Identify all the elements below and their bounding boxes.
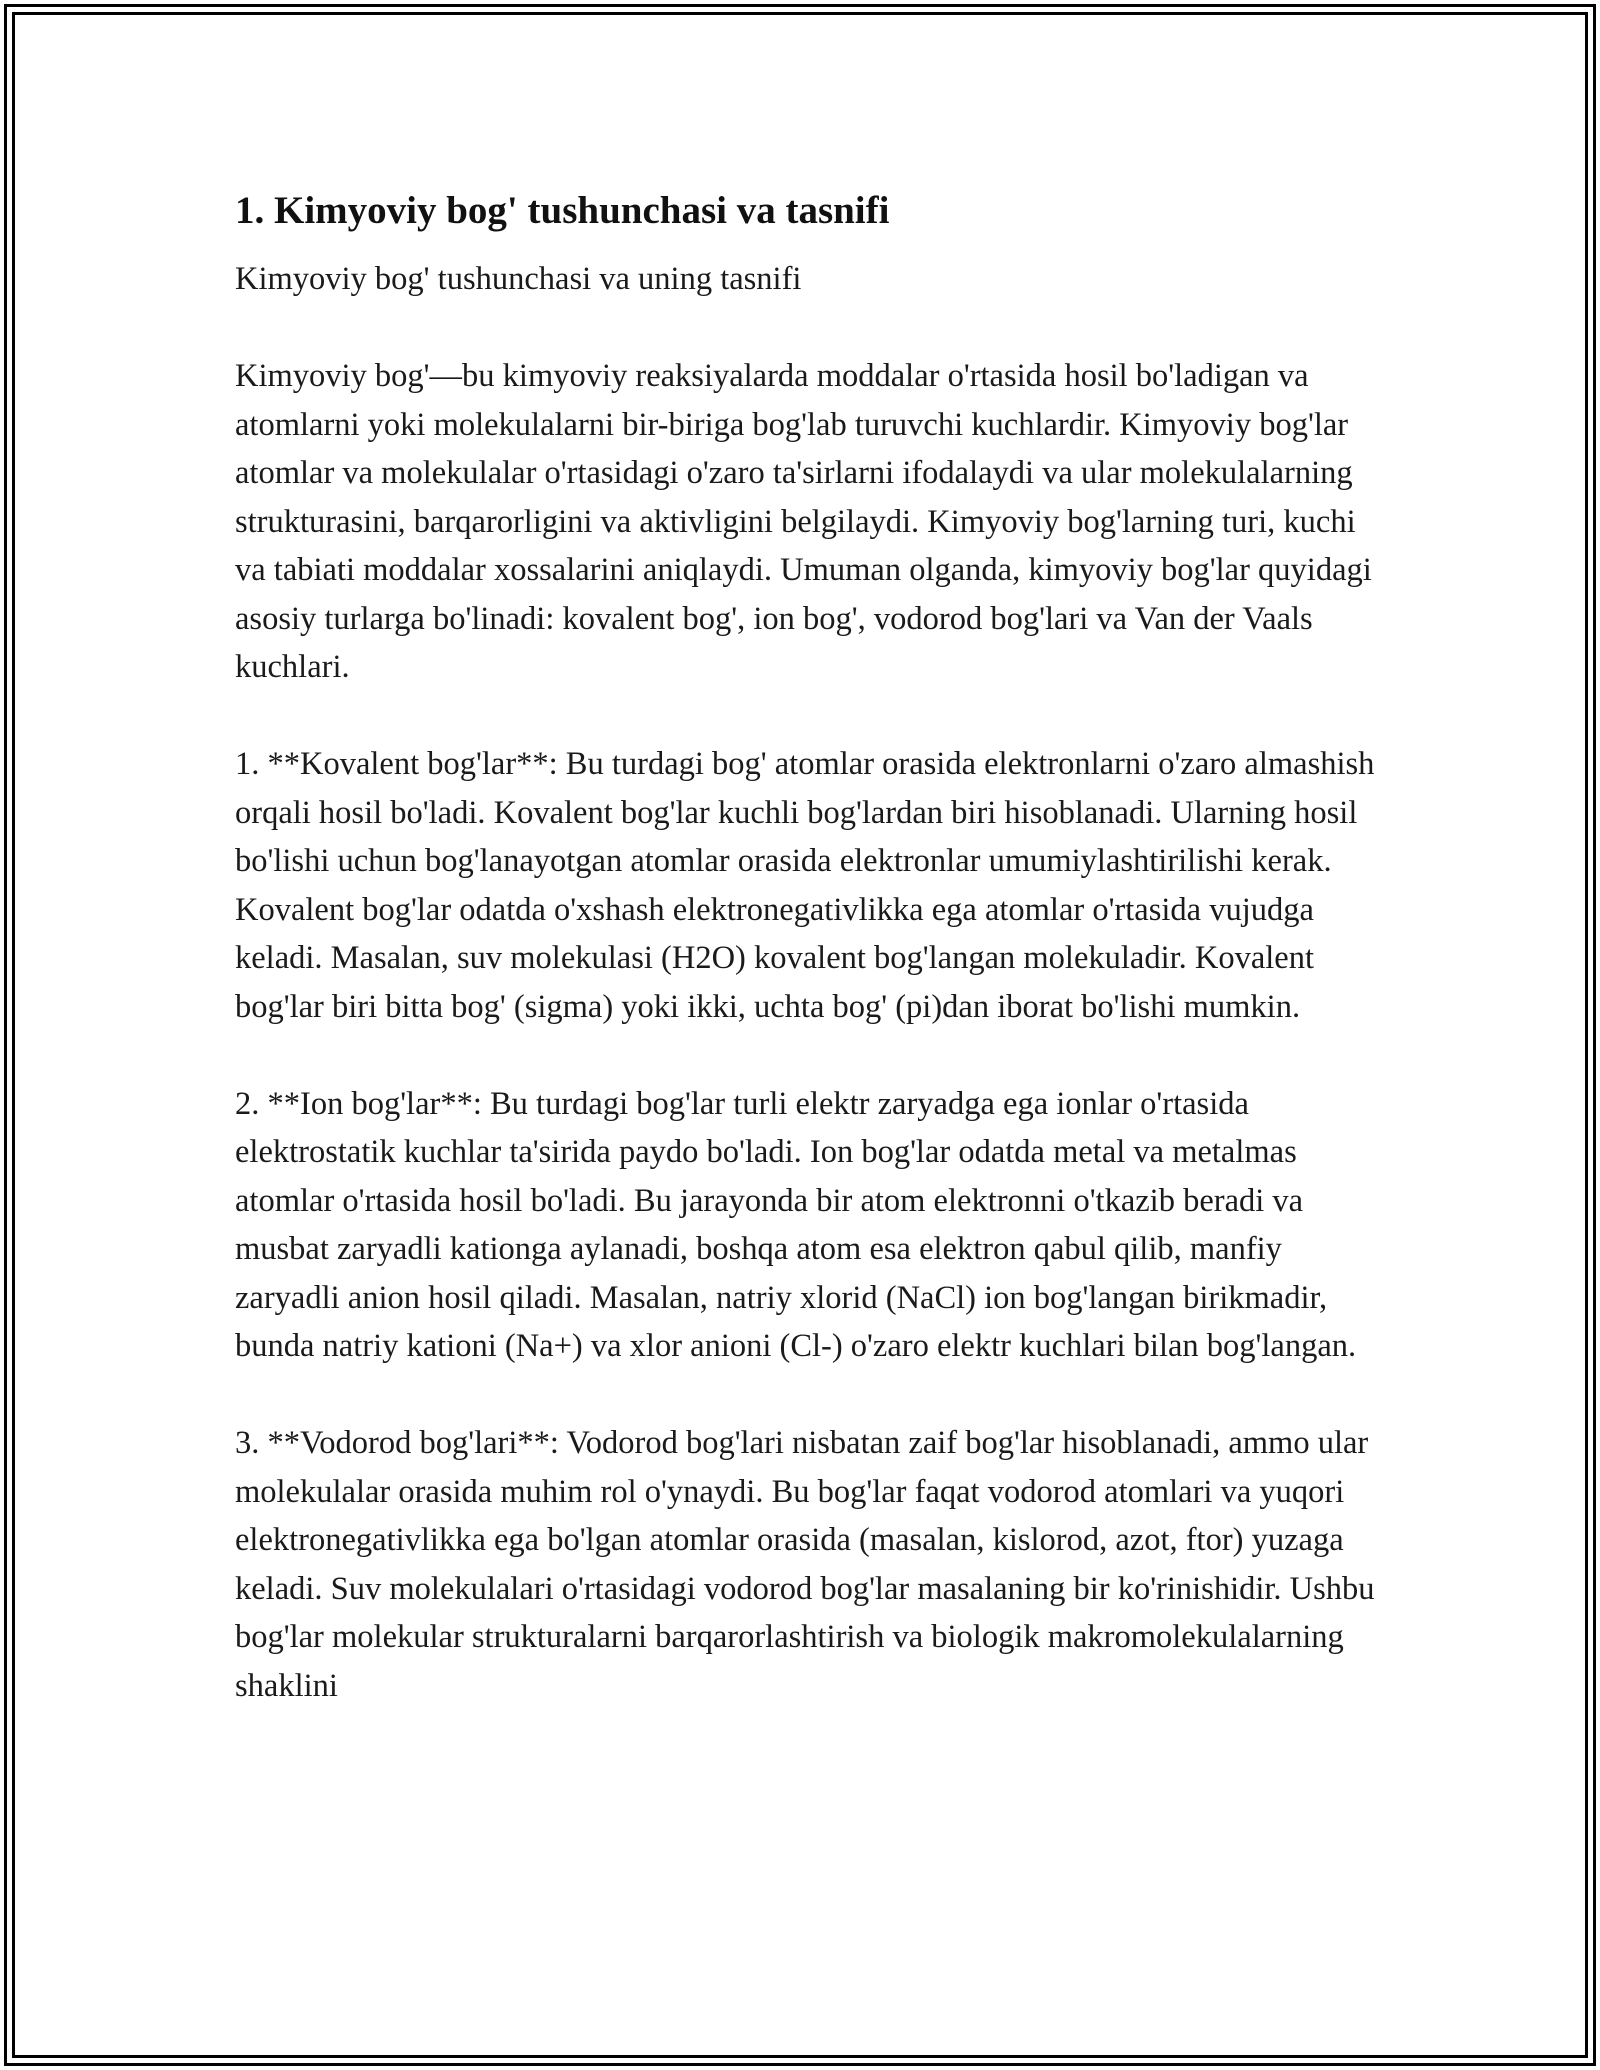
paragraph-hydrogen-bonds: 3. **Vodorod bog'lari**: Vodorod bog'lari nisbatan zaif bog'lar hisoblanadi, ammo ular molekulalar orasida muhim rol o'ynaydi. Bu bog'lar faqat vodorod atomlari va yuqori elektronegativlikka ega bo'lgan atomlar orasida (masalan, kislorod, azot, ftor) yuzaga keladi. Suv molekulalari o'rtasidagi vodorod bog'lar masalaning bir ko'rinishidir. Ushbu bog'lar molekular strukturalarni barqarorlashtirish va biologik makromolekulalarning shaklini [235, 1425, 1375, 1704]
paragraph-intro: Kimyoviy bog'—bu kimyoviy reaksiyalarda moddalar o'rtasida hosil bo'ladigan va atomlarni yoki molekulalarni bir-biriga bog'lab turuvchi kuchlardir. Kimyoviy bog'lar atomlar va molekulalar o'rtasidagi o'zaro ta'sirlarni ifodalaydi va ular molekulalarning strukturasini, barqarorligini va aktivligini belgilaydi. Kimyoviy bog'larning turi, kuchi va tabiati moddalar xossalarini aniqlaydi. Umuman olganda, kimyoviy bog'lar quyidagi asosiy turlarga bo'linadi: kovalent bog', ion bog', vodorod bog'lari va Van der Vaals kuchlari. [235, 358, 1372, 685]
document-subtitle: Kimyoviy bog' tushunchasi va uning tasnifi [235, 261, 802, 297]
paragraph-ionic-bonds: 2. **Ion bog'lar**: Bu turdagi bog'lar turli elektr zaryadga ega ionlar o'rtasida elektrostatik kuchlar ta'sirida paydo bo'ladi. Ion bog'lar odatda metal va metalmas atomlar o'rtasida hosil bo'ladi. Bu jarayonda bir atom elektronni o'tkazib beradi va musbat zaryadli kationga aylanadi, boshqa atom esa elektron qabul qilib, manfiy zaryadli anion hosil qiladi. Masalan, natriy xlorid (NaCl) ion bog'langan birikmadir, bunda natriy kationi (Na+) va xlor anioni (Cl-) o'zaro elektr kuchlari bilan bog'langan. [235, 1085, 1357, 1364]
document-title: 1. Kimyoviy bog' tushunchasi va tasnifi [235, 189, 890, 232]
document-body [235, 185, 1375, 1759]
paragraph-covalent-bonds: 1. **Kovalent bog'lar**: Bu turdagi bog' atomlar orasida elektronlarni o'zaro almashish orqali hosil bo'ladi. Kovalent bog'lar kuchli bog'lardan biri hisoblanadi. Ularning hosil bo'lishi uchun bog'lanayotgan atomlar orasida elektronlar umumiylashtirilishi kerak. Kovalent bog'lar odatda o'xshash elektronegativlikka ega atomlar o'rtasida vujudga keladi. Masalan, suv molekulasi (H2O) kovalent bog'langan molekuladir. Kovalent bog'lar biri bitta bog' (sigma) yoki ikki, uchta bog' (pi)dan iborat bo'lishi mumkin. [235, 746, 1375, 1025]
